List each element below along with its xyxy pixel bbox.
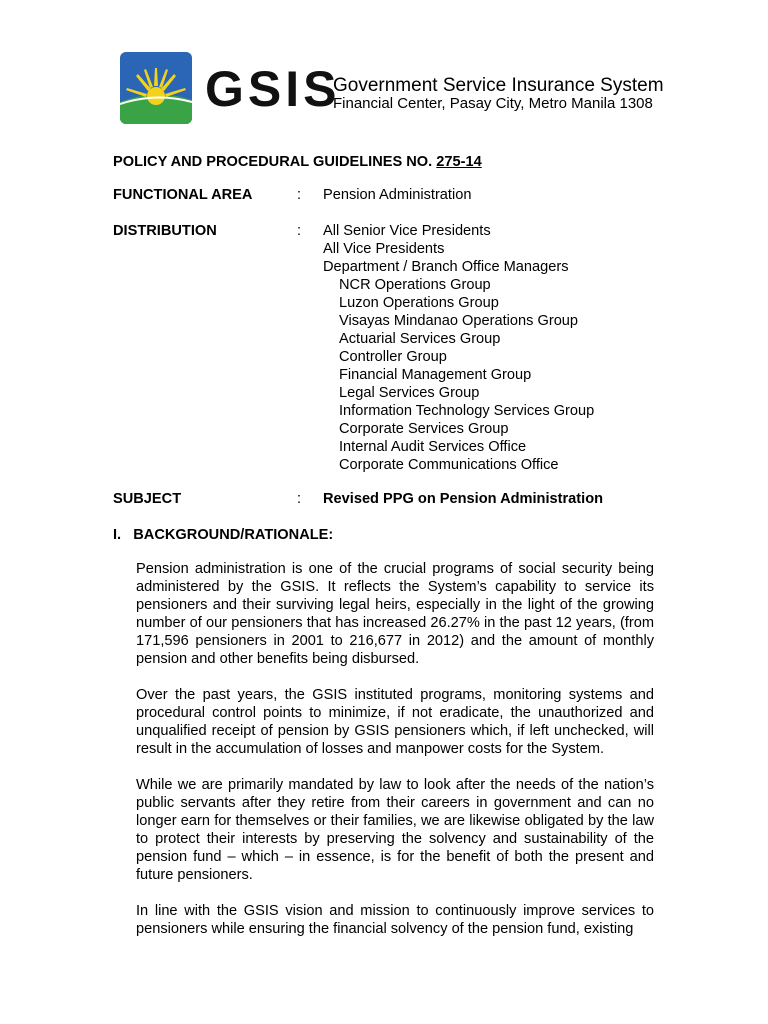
organization-name: Government Service Insurance System [333, 75, 664, 96]
functional-area-value: Pension Administration [323, 187, 472, 203]
paragraph: While we are primarily mandated by law to look after the needs of the nation’s public servants after they retire from their careers in government and can no longer earn for themselves or their families, we are likewise obligated by the law to protect their interests by preserving the solvency and sustainability of the pension fund – which – in essence, is for the benefit of both the present and future pensioners. [136, 777, 654, 883]
distribution-group: Corporate Communications Office [339, 457, 559, 473]
paragraph: In line with the GSIS vision and mission to continuously improve services to pensioners while ensuring the financial solvency of the pension fund, existing [136, 903, 654, 937]
subject-value: Revised PPG on Pension Administration [323, 491, 604, 507]
subject-colon: : [297, 491, 302, 507]
distribution-group: Corporate Services Group [339, 421, 509, 437]
distribution-item: All Vice Presidents [323, 241, 445, 257]
functional-area-colon: : [297, 187, 302, 203]
distribution-colon: : [297, 223, 302, 239]
distribution-group: NCR Operations Group [339, 277, 491, 293]
paragraph: Pension administration is one of the crucial programs of social security being administered by the GSIS. It reflects the System’s capability to service its pensioners and their surviving legal heirs, especially in the light of the growing number of our pensioners that has increased 26.27% in the past 12 years, (from 171,596 pensioners in 2001 to 216,677 in 2012) and the amount of monthly pension and other benefits being disbursed. [136, 561, 654, 667]
distribution-group: Legal Services Group [339, 385, 480, 401]
organization-address: Financial Center, Pasay City, Metro Manila 1308 [333, 95, 653, 112]
policy-number: 275-14 [436, 154, 482, 170]
distribution-label: DISTRIBUTION [113, 223, 217, 239]
distribution-group: Financial Management Group [339, 367, 532, 383]
subject-label: SUBJECT [113, 491, 182, 507]
paragraph: Over the past years, the GSIS instituted programs, monitoring systems and procedural control points to minimize, if not eradicate, the unauthorized and unqualified receipt of pension by GSIS pensioners which, if left unchecked, will result in the accumulation of losses and manpower costs for the System. [136, 687, 654, 757]
distribution-group: Luzon Operations Group [339, 295, 499, 311]
distribution-group: Controller Group [339, 349, 447, 365]
distribution-group: Internal Audit Services Office [339, 439, 527, 455]
distribution-group: Information Technology Services Group [339, 403, 595, 419]
distribution-group: Actuarial Services Group [339, 331, 501, 347]
section-heading: I. BACKGROUND/RATIONALE: [113, 527, 334, 543]
brand-wordmark: GSIS [205, 61, 341, 117]
distribution-item: All Senior Vice Presidents [323, 223, 491, 239]
distribution-group: Visayas Mindanao Operations Group [339, 313, 579, 329]
gsis-logo [120, 52, 192, 124]
distribution-item: Department / Branch Office Managers [323, 259, 569, 275]
functional-area-label: FUNCTIONAL AREA [113, 187, 253, 203]
title-prefix: POLICY AND PROCEDURAL GUIDELINES NO. [113, 154, 433, 170]
document-title [113, 153, 482, 171]
